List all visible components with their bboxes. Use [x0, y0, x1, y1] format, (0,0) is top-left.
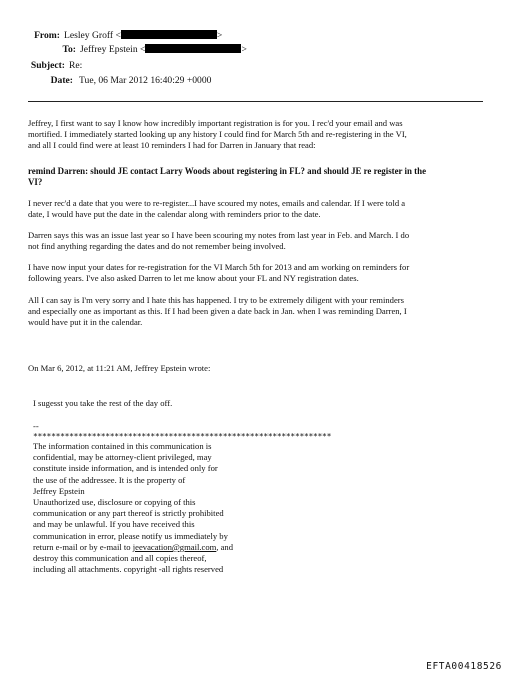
date-label: Date: — [50, 75, 73, 86]
quote-header: On Mar 6, 2012, at 11:21 AM, Jeffrey Epstein wrote: — [28, 363, 211, 373]
quoted-message: I sugesst you take the rest of the day off. — [33, 398, 173, 408]
from-value: Lesley Groff < > — [64, 30, 223, 41]
redaction-bar — [121, 30, 217, 39]
subject-label: Subject: — [30, 60, 65, 71]
body-paragraph-1: Jeffrey, I first want to say I know how incredibly important registration is for you. I rec'd your email and was mortified. I immediately started looking up any history I could find for March 5th and re-registering in the VI, and all I could find were at least 10 reminders I had for Darren in January that read: — [28, 118, 407, 151]
body-paragraph-reminder: remind Darren: should JE contact Larry Woods about registering in FL? and should JE re register in the VI? — [28, 166, 427, 188]
to-value: Jeffrey Epstein < > — [80, 44, 247, 55]
body-paragraph-6: All I can say is I'm very sorry and I hate this has happened. I try to be extremely diligent with your reminders and especially one as important as this. If I had been given a date back in Jan. when I was reminding Darren, I would have put it in the calendar. — [28, 295, 407, 328]
subject-value: Re: — [69, 60, 83, 71]
header-divider — [28, 101, 483, 102]
body-paragraph-4: Darren says this was an issue last year so I have been scouring my notes from last year in Feb. and March. I do not find anything regarding the dates and do not remember being involved. — [28, 230, 410, 252]
signature-stars: ****************************************************************** — [33, 432, 332, 441]
from-label: From: — [34, 30, 60, 41]
document-id: EFTA00418526 — [426, 661, 502, 672]
redaction-bar — [145, 44, 241, 53]
date-value: Tue, 06 Mar 2012 16:40:29 +0000 — [79, 75, 212, 86]
to-label: To: — [62, 44, 76, 55]
confidentiality-disclaimer: The information contained in this communication is confidential, may be attorney-client privileged, may constitute inside information, and is intended only for the use of the addressee. It is the property of Jeffrey Epstein Unauthorized use, disclosure or copying of this communication or any part thereof is strictly prohibited and may be unlawful. If you have received this communication in error, please notify us immediately by return e-mail or by e-mail to jeevacation@gmail.com, and destroy this communication and all copies thereof, including all attachments. copyright -all rights reserved — [33, 441, 353, 575]
signature-separator: -- — [33, 421, 39, 431]
body-paragraph-5: I have now input your dates for re-registration for the VI March 5th for 2013 and am working on reminders for following years. I've also asked Darren to let me know about your FL and NY registration dates. — [28, 262, 410, 284]
body-paragraph-3: I never rec'd a date that you were to re-register...I have scoured my notes, emails and calendar. If I were told a date, I would have put the date in the calendar along with reminders prior to the date. — [28, 198, 406, 220]
email-link[interactable]: jeevacation@gmail.com — [132, 541, 217, 552]
disclaimer-email-line: return e-mail or by e-mail to jeevacation@gmail.com, and — [33, 541, 234, 552]
